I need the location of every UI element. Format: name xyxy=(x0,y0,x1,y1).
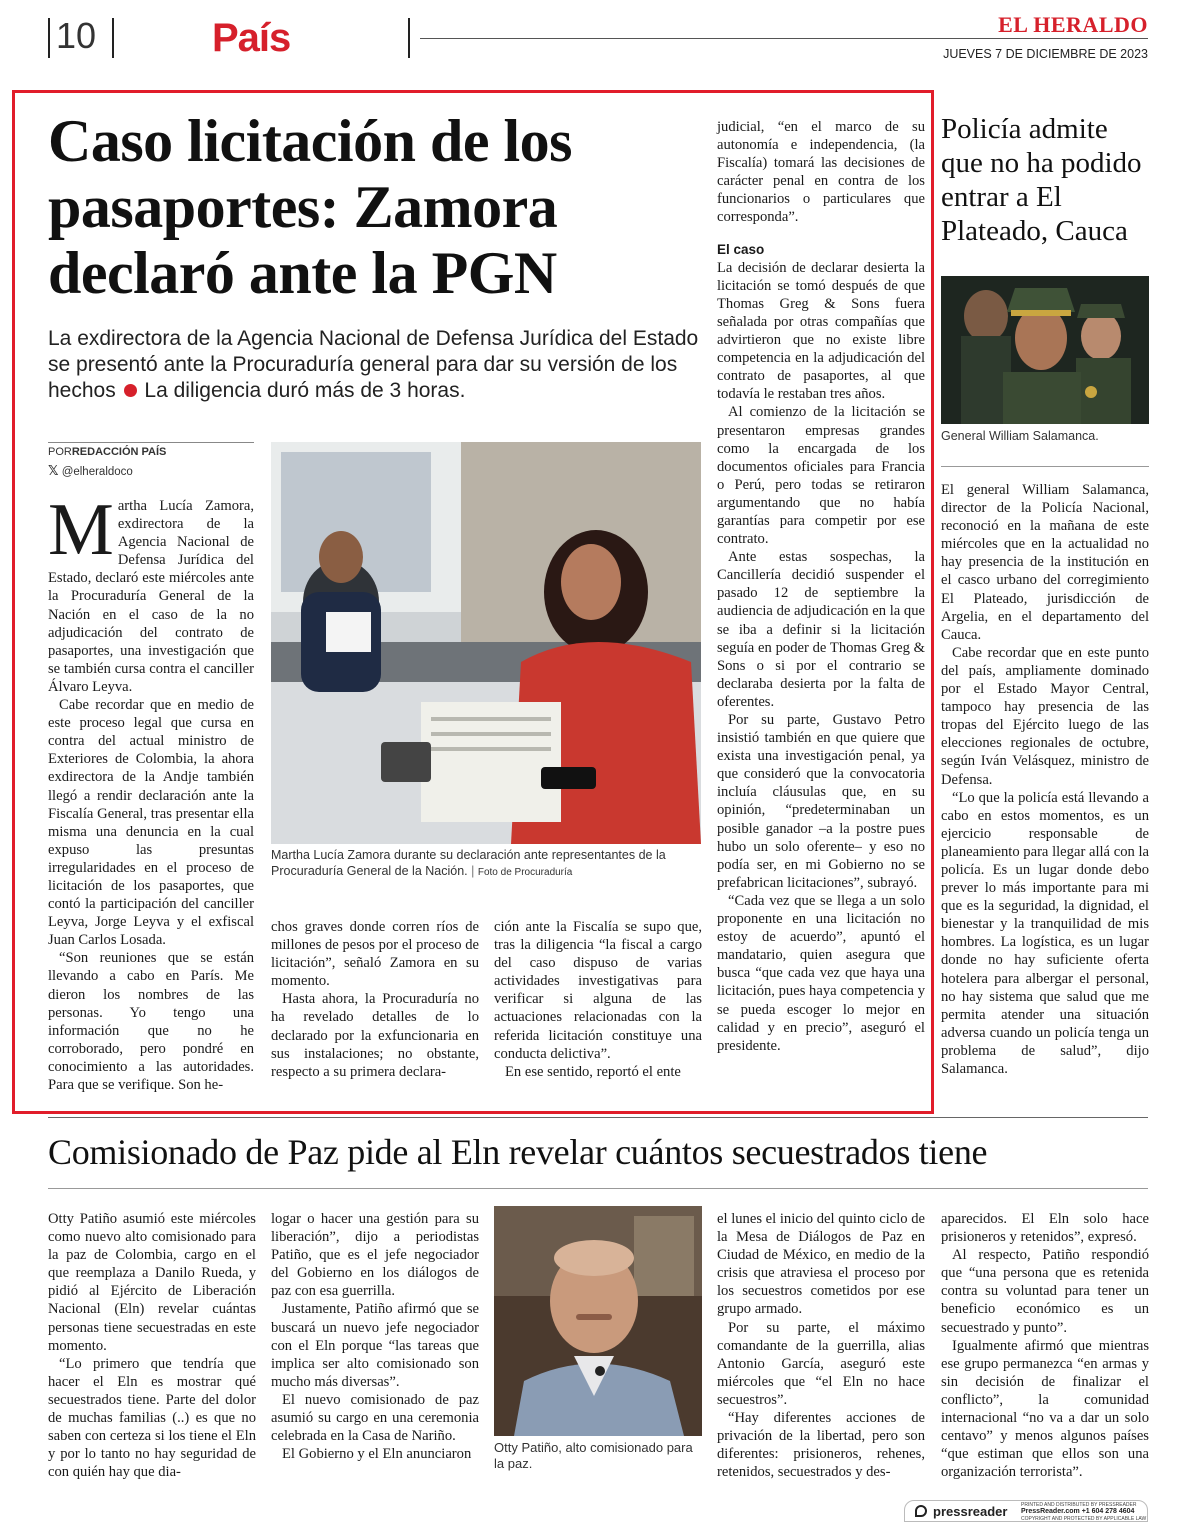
bottom-col2-p4: El Gobierno y el Eln anunciaron xyxy=(282,1446,472,1463)
main-lead xyxy=(48,326,708,404)
hearing-photo-illustration xyxy=(271,442,701,844)
header-rule-right xyxy=(408,18,410,58)
main-col2-p1: chos graves donde corren ríos de millones de pesos por el proceso de licitación”, señaló Zamora en su momento. xyxy=(271,919,479,990)
bottom-col4-p1: el lunes el inicio del quinto ciclo de la Mesa de Diálogos de Paz en Ciudad de México, en medio de la crisis que atraviesa el proceso por los secuestros cometidos por ese grupo armado. xyxy=(717,1211,925,1318)
main-col1-p1: artha Lucía Zamora, exdirectora de la Agencia Nacional de Defensa Jurídica del Estado, declaró este miércoles ante la Procuraduría General de la Nación en el caso de la no adjudicación del contrato de pasaportes, una investigación que se también cursa contra el canciller Álvaro Leyva. xyxy=(48,498,254,695)
main-col1-p3: “Son reuniones que se están llevando a cabo en París. Me dieron los nombres de las personas. Yo tengo una información que no he corroborado, pero pondré en conocimiento a las autoridades. Para que se verifique. Son he- xyxy=(48,950,254,1093)
subhead-el-caso: El caso xyxy=(717,241,765,257)
side-p1: El general William Salamanca, director de la Policía Nacional, reconoció en la mañana de este miércoles que en la actualidad no hay presencia de la institución en el casco urbano del corregimiento El Plateado, jurisdicción de Argelia, en el departamento del Cauca. xyxy=(941,482,1149,643)
bottom-col1-p2: “Lo primero que tendría que hacer el Eln es mostrar qué secuestrados tiene. Parte del dolor de muchas familias (..) es que no saben con certeza si los tiene el Eln y por lo tanto no hay seguridad de con quién hay que dia- xyxy=(48,1355,256,1481)
issue-date: JUEVES 7 DE DICIEMBRE DE 2023 xyxy=(943,47,1148,61)
caption-separator: | xyxy=(471,864,478,878)
side-p2: Cabe recordar que en este punto del país, ampliamente dominado por el Estado Mayor Central, tampoco hay presencia de las tropas del Ejército luego de las elecciones regionales de octubre, según Iván Velásquez, ministro de Defensa. xyxy=(941,644,1149,788)
main-col-4 xyxy=(717,118,925,1055)
main-photo-caption xyxy=(271,847,711,881)
bottom-photo-caption: Otty Patiño, alto comisionado para la paz. xyxy=(494,1440,693,1471)
main-col3-p1: ción ante la Fiscalía se supo que, tras la diligencia “la fiscal a cargo del caso dispuso de varias actividades investigativas para verificar si alguna de las actuaciones relacionadas con la referida licitación constituye una conducta delictiva”. xyxy=(494,919,702,1062)
header-rule-left xyxy=(48,18,50,58)
main-col2-p2: Hasta ahora, la Procuraduría no ha revelado detalles de lo declarado por la exfuncionaria en sus instalaciones; no obstante, respecto a su primera declara- xyxy=(271,991,479,1080)
main-photo-credit: Foto de Procuraduría xyxy=(477,867,573,878)
x-logo-icon: 𝕏 xyxy=(48,463,59,478)
main-photo-caption-text: Martha Lucía Zamora durante su declaración ante representantes de la Procuraduría General de la Nación. xyxy=(271,848,666,878)
bottom-col4-p3: “Hay diferentes acciones de privación de la libertad, pero son diferentes: prisioneros, rehenes, retenidos, secuestrados y des- xyxy=(717,1410,925,1481)
header-line xyxy=(420,38,1148,39)
main-col1-p2: Cabe recordar que en medio de este proceso legal que cursa en contra del actual ministro de Exteriores de Colombia, la ahora exdirectora de la Andje también llegó a rendir declaración ante la Fiscalía General, tras presentar ella misma una denuncia en la cual expuso las presuntas irregularidades en el proceso de licitación de los pasaportes, que contó la participación del canciller Leyva, Jorge Leyva y el exfiscal Juan Carlos Losada. xyxy=(48,697,254,949)
main-col-2 xyxy=(271,918,479,1081)
main-photo xyxy=(271,442,701,844)
bottom-col-4 xyxy=(717,1210,925,1481)
main-col-1 xyxy=(48,489,254,1094)
bottom-col5-p2: Al respecto, Patiño respondió que “una persona que es retenida contra su voluntad para tener un beneficio económico es un secuestrado y punto”. xyxy=(941,1247,1149,1336)
lead-bullet-icon xyxy=(124,384,137,397)
page-header xyxy=(0,0,1200,80)
page-number: 10 xyxy=(56,15,97,56)
byline-author: REDACCIÓN PAÍS xyxy=(71,446,167,458)
byline-prefix: POR xyxy=(48,446,72,458)
pressreader-line-1: PRINTED AND DISTRIBUTED BY PRESSREADER xyxy=(1021,1502,1137,1508)
main-headline: Caso licitación de los pasaportes: Zamora declaró ante la PGN xyxy=(48,108,572,306)
side-p3: “Lo que la policía está llevando a cabo en estos momentos, es un ejercicio responsable de planeamiento para llegar allá con la policía. Es un lugar donde debo prever lo más importante para mi que es la seguridad, la dignidad, el bienestar y la tranquilidad de mis hombres. La logística, es un lugar donde no hay suficiente oferta hotelera para albergar el personal, no hay sistema que salud que me permita atender una situación adversa cuando un policía tenga un problema de salud”, dijo Salamanca. xyxy=(941,789,1149,1077)
side-headline: Policía admite que no ha podido entrar a El Plateado, Cauca xyxy=(941,113,1142,247)
byline xyxy=(48,446,166,458)
bottom-col-2 xyxy=(271,1210,479,1463)
bottom-photo xyxy=(494,1206,702,1436)
pressreader-logo-text: pressreader xyxy=(933,1504,1008,1519)
pressreader-logo-icon xyxy=(915,1505,927,1517)
main-col4-p6: “Cada vez que se llega a un solo proponente en una licitación no estoy de acuerdo”, apuntó el mandatario, quien asegura que busca “que cada vez que haya una licitación, pues haya competencia y se pueda escoger lo mejor en calidad y en precio”, aseguró el presidente. xyxy=(717,892,925,1054)
side-photo-caption: General William Salamanca. xyxy=(941,429,1099,443)
bottom-col4-p2: Por su parte, el máximo comandante de la guerrilla, alias Antonio García, aseguró este miércoles que “el Eln no hace secuestros”. xyxy=(717,1319,925,1408)
bottom-col2-p2: Justamente, Patiño afirmó que se buscará un nuevo jefe negociador con el Eln porque “las tareas que implica ser alto comisionado son mucho más diversas”. xyxy=(271,1301,479,1390)
section-name: País xyxy=(212,16,291,60)
pressreader-badge xyxy=(904,1500,1148,1522)
main-col3-p2: En ese sentido, reportó el ente xyxy=(505,1063,681,1080)
commissioner-photo-illustration xyxy=(494,1206,702,1436)
bottom-col2-p3: El nuevo comisionado de paz asumió su cargo en una ceremonia celebrada en la Casa de Nariño. xyxy=(271,1391,479,1445)
main-col-3 xyxy=(494,918,702,1081)
header-rule-mid xyxy=(112,18,114,58)
main-col4-p4: Ante estas sospechas, la Cancillería decidió suspender el pasado 12 de septiembre la audiencia de adjudicación en la que se iba a definir si la licitación seguía en poder de Thomas Greg & Sons o si por el contrario se declaraba desierta por la falta de oferentes. xyxy=(717,549,925,710)
bottom-headline: Comisionado de Paz pide al Eln revelar cuántos secuestrados tiene xyxy=(48,1132,988,1172)
bottom-top-rule xyxy=(48,1117,1148,1118)
main-col4-p2: La decisión de declarar desierta la licitación se tomó después de que Thomas Greg & Sons fuera señalada por otras compañías que advirtieron que no existe libre competencia en la adjudicación del contrato de pasaportes, al que todavía le restaban tres años. xyxy=(717,259,925,403)
side-body xyxy=(941,481,1149,1078)
general-photo-illustration xyxy=(941,276,1149,424)
social-handle-row xyxy=(48,463,133,479)
side-photo xyxy=(941,276,1149,424)
lead-text-1: La exdirectora de la Agencia Nacional de Defensa Jurídica del Estado se presentó ante la Procuraduría general para dar su versión de los hechos xyxy=(48,327,699,402)
pressreader-line-3: COPYRIGHT AND PROTECTED BY APPLICABLE LAW xyxy=(1021,1516,1147,1522)
side-caption-rule xyxy=(941,466,1149,467)
bottom-col5-p1: aparecidos. El Eln solo hace prisioneros y retenidos”, expresó. xyxy=(941,1211,1149,1246)
bottom-col-5 xyxy=(941,1210,1149,1481)
bottom-col-1 xyxy=(48,1210,256,1481)
newspaper-name: EL HERALDO xyxy=(998,12,1148,37)
dropcap: M xyxy=(48,489,114,571)
bottom-headline-rule xyxy=(48,1188,1148,1189)
main-col4-p3: Al comienzo de la licitación se presentaron empresas grandes como la encargada de los documentos oficiales para Francia o Perú, pero todas se retiraron argumentando que no había garantías para competir por ese contrato. xyxy=(717,404,925,548)
byline-rule xyxy=(48,442,254,443)
lead-text-2: La diligencia duró más de 3 horas. xyxy=(144,379,466,402)
pressreader-line-2: PressReader.com +1 604 278 4604 xyxy=(1021,1508,1135,1515)
bottom-col1-p1: Otty Patiño asumió este miércoles como nuevo alto comisionado para la paz de Colombia, cargo en el que reemplaza a Danilo Rueda, y pidió al Ejército de Liberación Nacional (Eln) revelar cuántas personas tiene secuestradas en este momento. xyxy=(48,1211,256,1354)
bottom-col5-p3: Igualmente afirmó que mientras ese grupo permanezca “en armas y sin decisión de finalizar el conflicto”, la comunidad internacional “no va a dar un solo centavo” y menos algunos países “que estiman que ellos son una organización terrorista”. xyxy=(941,1337,1149,1481)
social-handle: @elheraldoco xyxy=(61,466,133,478)
main-col4-p1: judicial, “en el marco de su autonomía e independencia, (la Fiscalía) tomará las decisiones de carácter penal en contra de los funcionarios o particulares que corresponda”. xyxy=(717,119,925,226)
main-col4-p5: Por su parte, Gustavo Petro insistió también en que quiere que exista una investigación penal, ya que consideró que la convocatoria incluía cláusulas que, en su opinión, “predeterminaban un posible ganador –a la postre pues hubo un solo oferente– y eso no podía ser, en mi Gobierno no se prefabrican licitaciones”, subrayó. xyxy=(717,712,925,891)
bottom-col2-p1: logar o hacer una gestión para su liberación”, dijo a periodistas Patiño, que es el jefe negociador del Gobierno en los diálogos de paz con esa guerrilla. xyxy=(271,1211,479,1300)
